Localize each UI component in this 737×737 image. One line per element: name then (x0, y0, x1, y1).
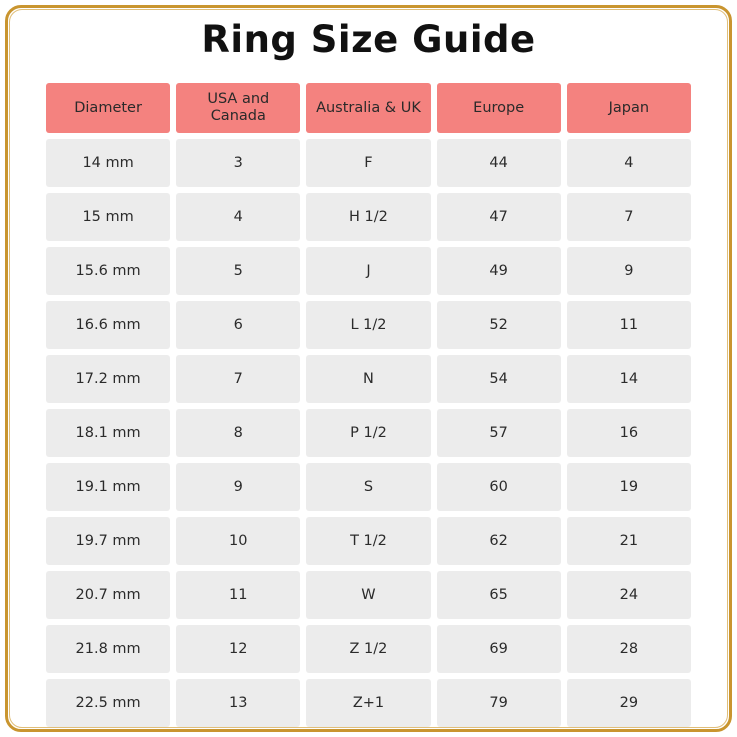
table-body (46, 139, 691, 727)
cell-diameter: 17.2 mm (46, 355, 170, 403)
table-row (46, 301, 691, 349)
cell-europe: 44 (437, 139, 561, 187)
table-header (46, 83, 691, 133)
cell-japan: 9 (567, 247, 691, 295)
cell-europe: 69 (437, 625, 561, 673)
cell-europe: 57 (437, 409, 561, 457)
cell-usa-canada: 6 (176, 301, 300, 349)
column-header-europe: Europe (437, 83, 561, 133)
cell-europe: 79 (437, 679, 561, 727)
cell-diameter: 15 mm (46, 193, 170, 241)
cell-japan: 29 (567, 679, 691, 727)
cell-europe: 47 (437, 193, 561, 241)
cell-usa-canada: 9 (176, 463, 300, 511)
column-header-australia-uk: Australia & UK (306, 83, 430, 133)
cell-japan: 14 (567, 355, 691, 403)
cell-diameter: 15.6 mm (46, 247, 170, 295)
cell-australia-uk: W (306, 571, 430, 619)
cell-diameter: 19.7 mm (46, 517, 170, 565)
cell-diameter: 20.7 mm (46, 571, 170, 619)
page-title: Ring Size Guide (201, 18, 536, 61)
cell-usa-canada: 8 (176, 409, 300, 457)
cell-europe: 54 (437, 355, 561, 403)
table-row (46, 247, 691, 295)
table-row (46, 571, 691, 619)
cell-diameter: 19.1 mm (46, 463, 170, 511)
column-header-usa-canada: USA and Canada (176, 83, 300, 133)
cell-japan: 19 (567, 463, 691, 511)
cell-usa-canada: 7 (176, 355, 300, 403)
cell-australia-uk: N (306, 355, 430, 403)
cell-europe: 52 (437, 301, 561, 349)
cell-diameter: 21.8 mm (46, 625, 170, 673)
cell-australia-uk: H 1/2 (306, 193, 430, 241)
cell-europe: 65 (437, 571, 561, 619)
table-row (46, 193, 691, 241)
cell-usa-canada: 3 (176, 139, 300, 187)
table-row (46, 409, 691, 457)
cell-australia-uk: T 1/2 (306, 517, 430, 565)
cell-australia-uk: Z 1/2 (306, 625, 430, 673)
cell-australia-uk: S (306, 463, 430, 511)
cell-diameter: 14 mm (46, 139, 170, 187)
cell-europe: 62 (437, 517, 561, 565)
cell-japan: 11 (567, 301, 691, 349)
cell-japan: 21 (567, 517, 691, 565)
table-row (46, 355, 691, 403)
column-header-diameter: Diameter (46, 83, 170, 133)
table-header-row (46, 83, 691, 133)
table-row (46, 463, 691, 511)
cell-australia-uk: J (306, 247, 430, 295)
table-row (46, 139, 691, 187)
table-row (46, 625, 691, 673)
cell-japan: 4 (567, 139, 691, 187)
table-row (46, 679, 691, 727)
cell-usa-canada: 4 (176, 193, 300, 241)
cell-diameter: 16.6 mm (46, 301, 170, 349)
cell-usa-canada: 12 (176, 625, 300, 673)
cell-usa-canada: 10 (176, 517, 300, 565)
cell-europe: 60 (437, 463, 561, 511)
cell-diameter: 18.1 mm (46, 409, 170, 457)
cell-japan: 24 (567, 571, 691, 619)
cell-australia-uk: Z+1 (306, 679, 430, 727)
cell-japan: 28 (567, 625, 691, 673)
cell-usa-canada: 13 (176, 679, 300, 727)
cell-japan: 16 (567, 409, 691, 457)
cell-australia-uk: L 1/2 (306, 301, 430, 349)
cell-europe: 49 (437, 247, 561, 295)
column-header-japan: Japan (567, 83, 691, 133)
cell-usa-canada: 5 (176, 247, 300, 295)
table-row (46, 517, 691, 565)
cell-diameter: 22.5 mm (46, 679, 170, 727)
cell-australia-uk: P 1/2 (306, 409, 430, 457)
cell-australia-uk: F (306, 139, 430, 187)
cell-usa-canada: 11 (176, 571, 300, 619)
cell-japan: 7 (567, 193, 691, 241)
ring-size-table (40, 77, 697, 733)
